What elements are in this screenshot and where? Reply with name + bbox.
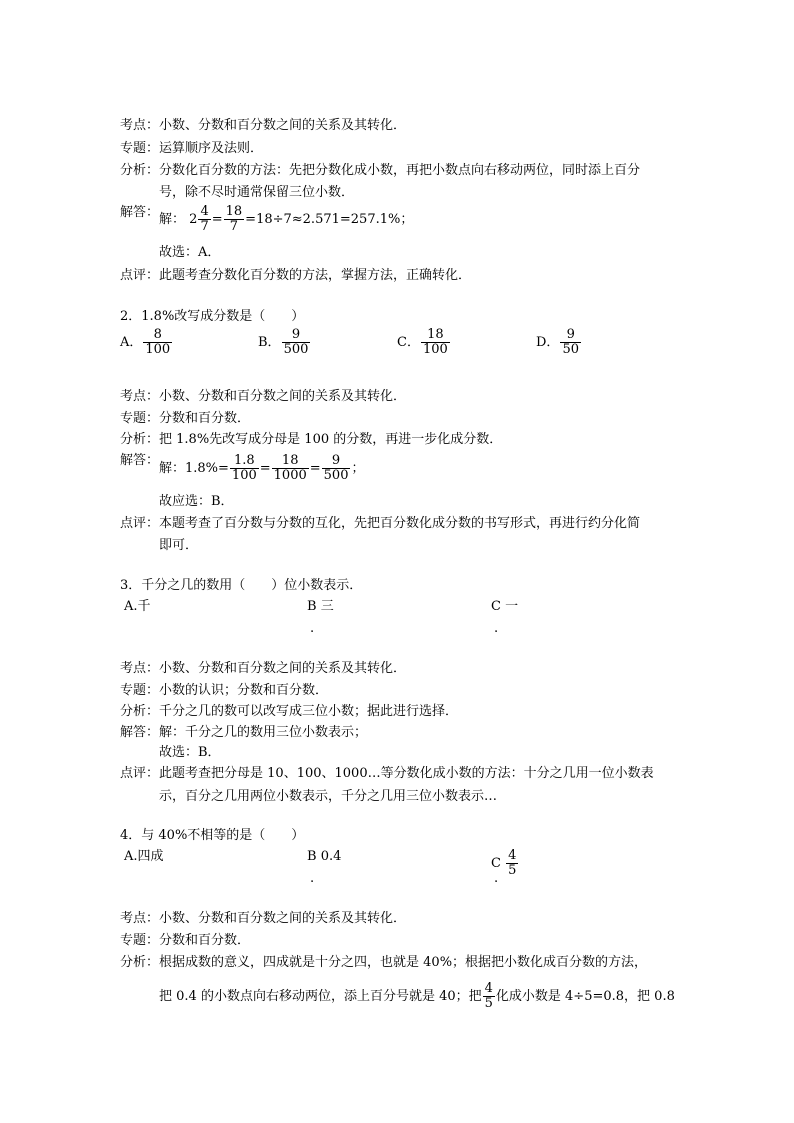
q3-jieda-line: 解答：解：千分之几的数用三位小数表示； xyxy=(120,725,368,740)
q2-guxuan: 故应选：B． xyxy=(159,494,234,509)
kaodian-label: 考点： xyxy=(120,118,160,133)
q3-option-c: C 一 xyxy=(491,599,519,614)
fraction-4-7: $\frac{4}{7}$ xyxy=(200,204,209,234)
q1-fenxi-line-2: 号，除不尽时通常保留三位小数． xyxy=(159,185,355,200)
whole-number: 2 xyxy=(189,212,198,227)
q3-option-b-dot: . xyxy=(310,621,315,636)
q1-kaodian-line xyxy=(120,118,406,134)
q2-option-a: A． $\frac{8}{100}$ xyxy=(120,327,171,357)
q3-dianping-line: 点评：此题考查把分母是 10、100、1000…等分数化成小数的方法：十分之几用一位小数表 xyxy=(120,766,654,781)
q4-option-c: C $\frac{4}{5}$ xyxy=(491,848,517,878)
q4-fenxi-line: 分析：根据成数的意义，四成就是十分之四，也就是 40%；根据把小数化成百分数的方法， xyxy=(120,955,648,970)
q4-option-b: B 0.4 xyxy=(307,849,342,864)
q2-stem: 2．1.8%改写成分数是（ ） xyxy=(120,309,305,324)
q4-option-a: A.四成 xyxy=(124,849,164,864)
q2-option-c: C． $\frac{18}{100}$ xyxy=(397,327,448,357)
q2-jieda-formula: 解：1.8%= $\frac{1.8}{100}$ = $\frac{18}{1000}$ = $\frac{9}{500}$ ； xyxy=(159,453,365,483)
q4-option-c-dot: . xyxy=(494,871,499,886)
q3-zhuanti-line: 专题：小数的认识；分数和百分数． xyxy=(120,683,329,698)
fraction-18-7: $\frac{18}{7}$ xyxy=(225,204,243,234)
zhuanti-label: 专题： xyxy=(120,141,160,156)
q2-zhuanti-line: 专题：分数和百分数． xyxy=(120,411,251,426)
q3-fenxi-line: 分析：千分之几的数可以改写成三位小数；据此进行选择． xyxy=(120,704,459,719)
q3-option-c-dot: . xyxy=(494,621,499,636)
q1-dianping-line xyxy=(120,268,471,284)
q4-kaodian-line: 考点：小数、分数和百分数之间的关系及其转化． xyxy=(120,911,407,926)
q4-fenxi-line-2: 把 0.4 的小数点向右移动两位，添上百分号就是 40；把 $\frac{4}{5}$ 化成小数是 4÷5=0.8，把 0.8 xyxy=(159,981,675,1011)
q3-dianping-line-2: 示，百分之几用两位小数表示，千分之几用三位小数表示… xyxy=(159,789,498,804)
q2-option-b: B． $\frac{9}{500}$ xyxy=(258,327,309,357)
q4-stem: 4．与 40%不相等的是（ ） xyxy=(120,828,305,843)
q3-kaodian-line: 考点：小数、分数和百分数之间的关系及其转化． xyxy=(120,661,407,676)
fenxi-text: 分数化百分数的方法：先把分数化成小数，再把小数点向右移动两位，同时添上百分 xyxy=(159,163,641,178)
q2-dianping-line: 点评：本题考查了百分数与分数的互化，先把百分数化成分数的书写形式，再进行约分化简 xyxy=(120,516,641,531)
q3-option-a: A.千 xyxy=(124,599,151,614)
q1-jieda-label: 解答： xyxy=(120,205,160,220)
zhuanti-text: 运算顺序及法则． xyxy=(159,141,264,156)
q1-jieda-formula: 解： 2 $\frac{4}{7}$ = $\frac{18}{7}$ =18÷7≈2.571=257.1%； xyxy=(159,204,414,234)
kaodian-text: 小数、分数和百分数之间的关系及其转化． xyxy=(159,118,407,133)
q3-option-b: B 三 xyxy=(307,599,334,614)
q3-stem: 3．千分之几的数用（ ）位小数表示． xyxy=(120,578,363,593)
fenxi-label: 分析： xyxy=(120,163,160,178)
q1-zhuanti-line xyxy=(120,141,263,157)
q3-guxuan: 故选：B． xyxy=(159,745,221,760)
q1-fenxi-line xyxy=(120,163,640,179)
q4-zhuanti-line: 专题：分数和百分数． xyxy=(120,933,251,948)
q4-option-b-dot: . xyxy=(310,871,315,886)
calc-text: =18÷7≈2.571=257.1%； xyxy=(245,212,414,227)
dianping-label: 点评： xyxy=(120,268,160,283)
q2-option-d: D． $\frac{9}{50}$ xyxy=(536,327,579,357)
q2-fenxi-line: 分析：把 1.8%先改写成分母是 100 的分数，再进一步化成分数． xyxy=(120,432,503,447)
q2-dianping-line-2: 即可． xyxy=(159,538,199,553)
q2-kaodian-line: 考点：小数、分数和百分数之间的关系及其转化． xyxy=(120,389,407,404)
q1-guxuan: 故选：A． xyxy=(159,245,221,260)
dianping-text: 此题考查分数化百分数的方法，掌握方法，正确转化． xyxy=(159,268,472,283)
q2-jieda-label: 解答： xyxy=(120,453,160,468)
